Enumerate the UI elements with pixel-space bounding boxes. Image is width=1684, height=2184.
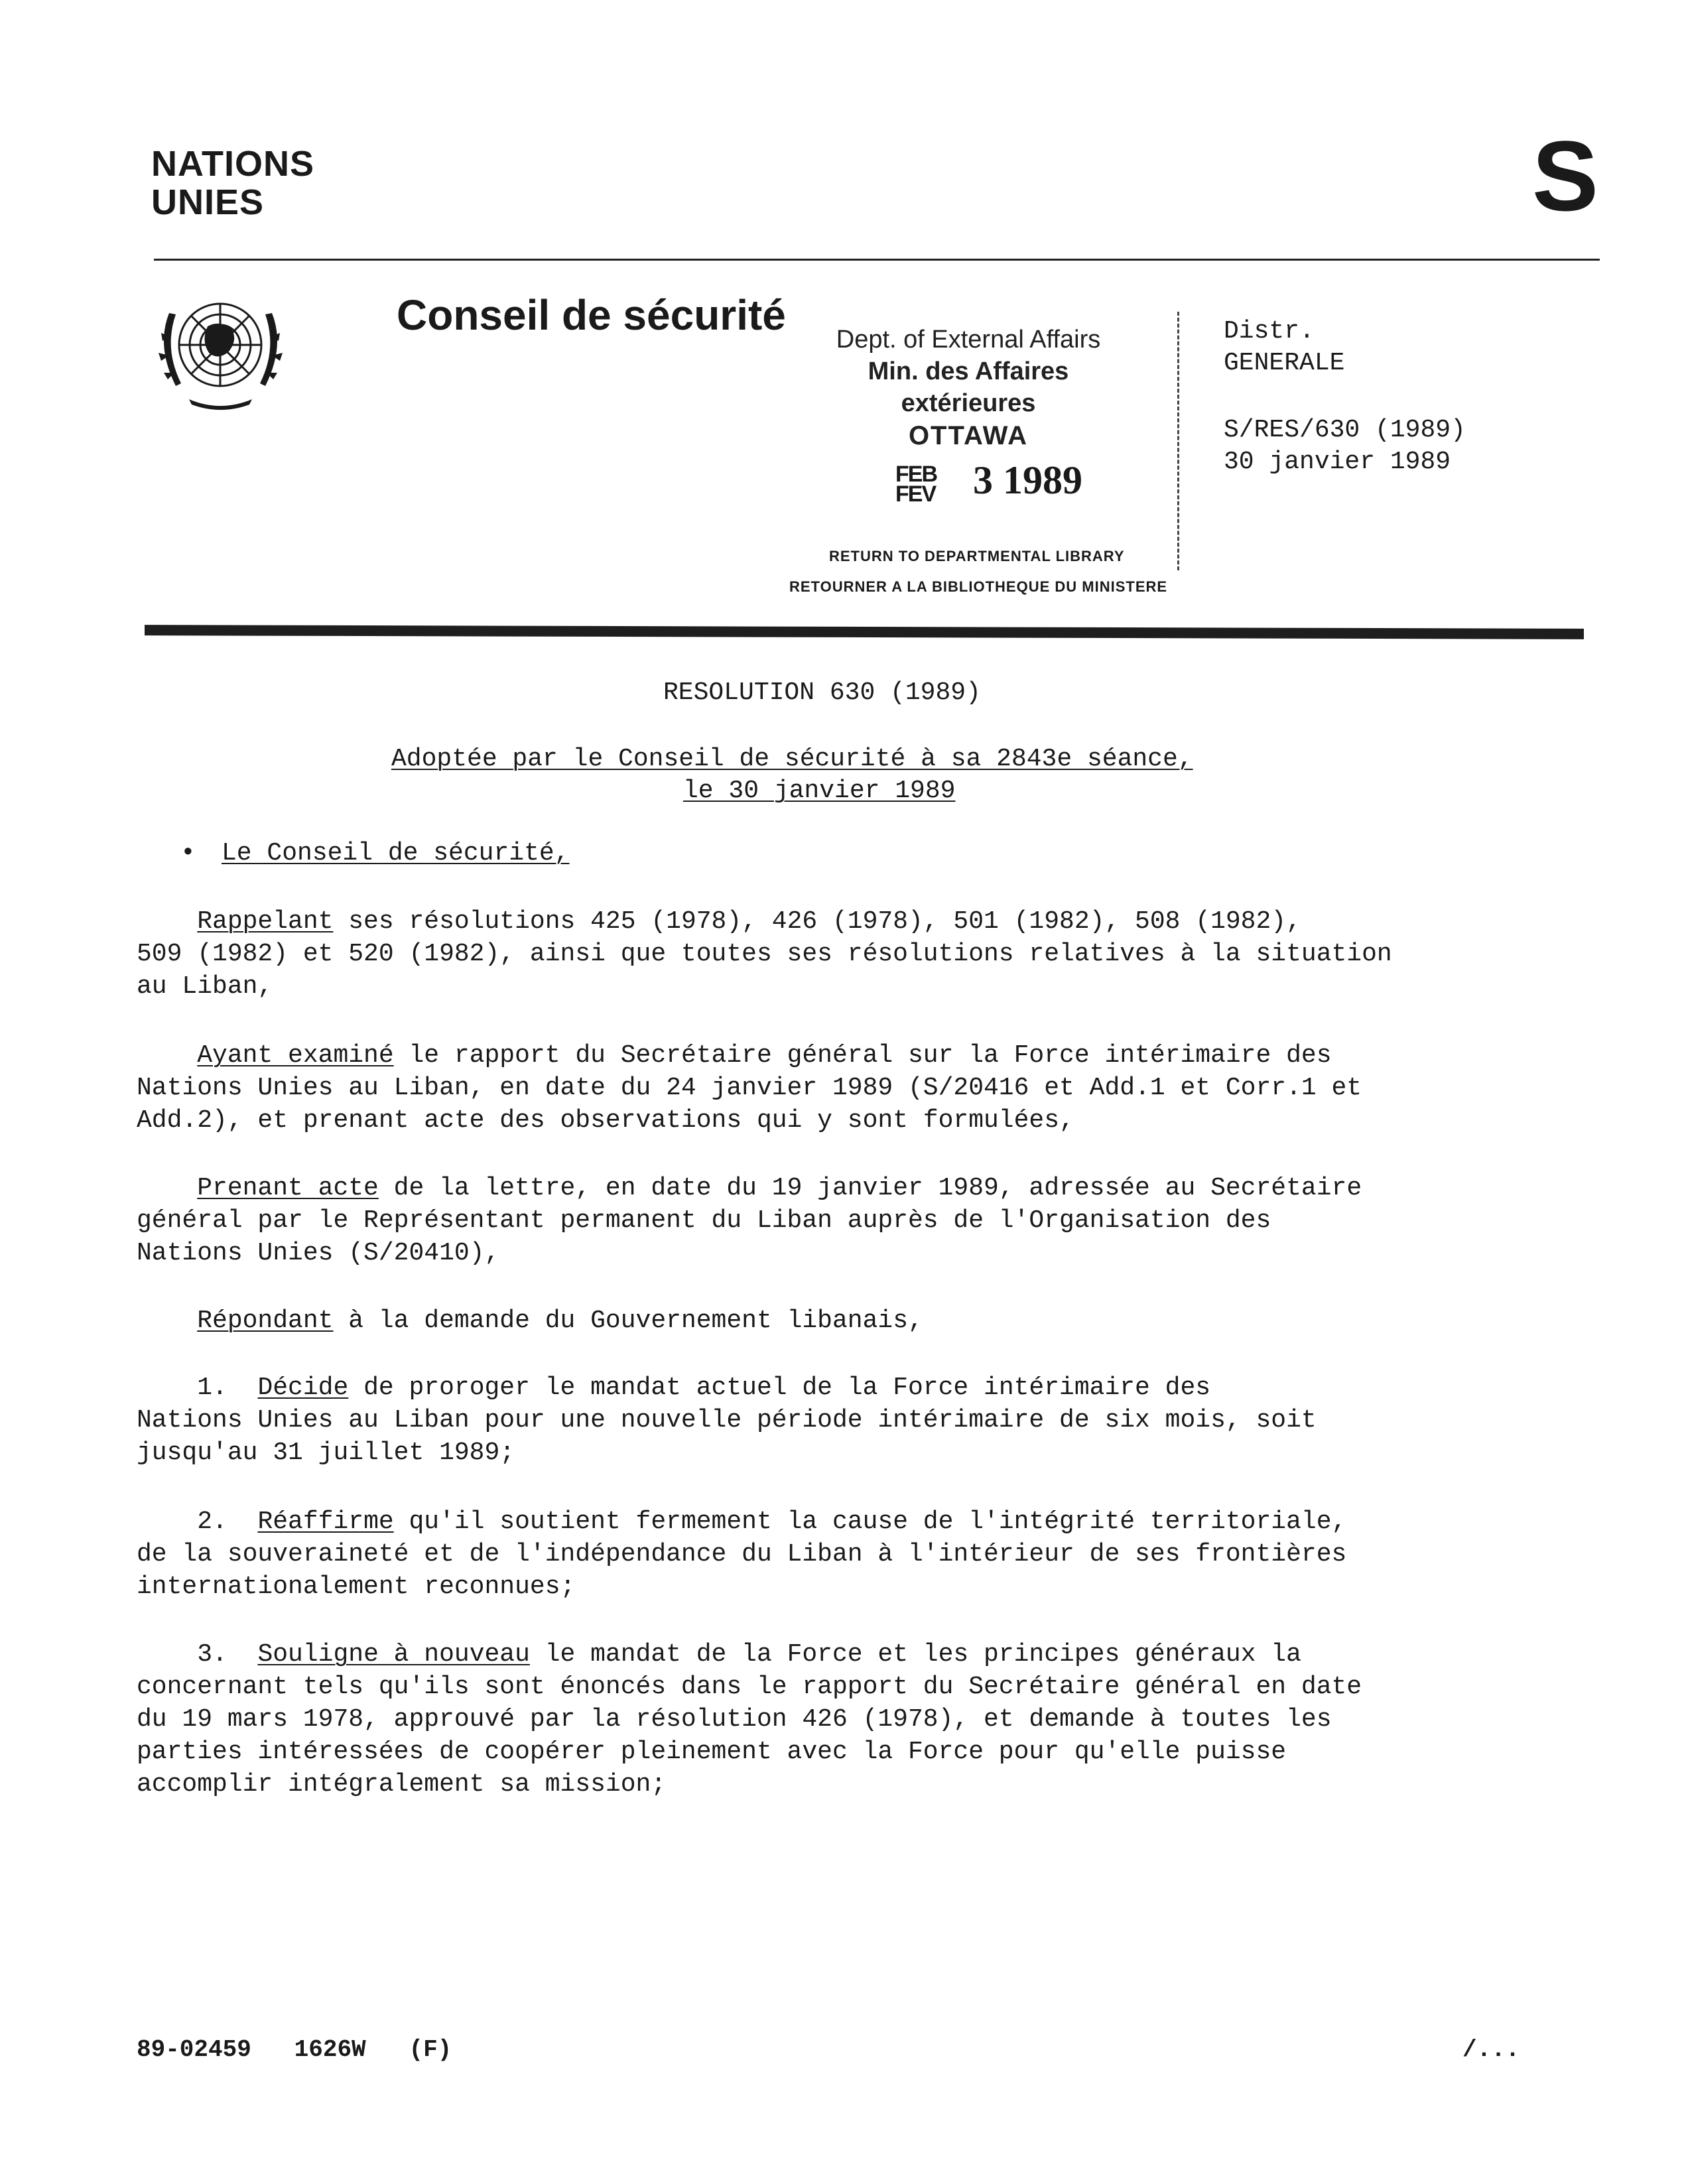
keyword-ayant-examine: Ayant examiné	[197, 1041, 394, 1070]
preamble-prenant-acte	[137, 1172, 1362, 1269]
keyword-reaffirme: Réaffirme	[257, 1508, 394, 1536]
paragraph-line: concernant tels qu'ils sont énoncés dans le rapport du Secrétaire général en date	[137, 1673, 1362, 1701]
paragraph-line: qu'il soutient fermement la cause de l'intégrité territoriale,	[393, 1508, 1347, 1536]
paragraph-line: du 19 mars 1978, approuvé par la résolution 426 (1978), et demande à toutes les	[137, 1705, 1332, 1734]
paragraph-line: Nations Unies au Liban, en date du 24 janvier 1989 (S/20416 et Add.1 et Corr.1 et	[137, 1074, 1362, 1102]
paragraph-line: Add.2), et prenant acte des observations qui y sont formulées,	[137, 1106, 1074, 1135]
operative-paragraph-2	[137, 1506, 1346, 1603]
keyword-prenant-acte: Prenant acte	[197, 1174, 379, 1202]
adoption-line-2: le 30 janvier 1989	[683, 777, 956, 805]
thick-divider	[145, 625, 1584, 639]
distribution-label: Distr.	[1224, 317, 1315, 346]
paragraph-line: Nations Unies au Liban pour une nouvelle période intérimaire de six mois, soit	[137, 1406, 1317, 1435]
distribution-value: GENERALE	[1224, 349, 1345, 377]
bullet-mark: •	[180, 839, 196, 867]
received-stamp	[803, 324, 1134, 452]
paragraph-line: au Liban,	[137, 972, 273, 1001]
operative-paragraph-3	[137, 1638, 1362, 1801]
stamp-city-line: OTTAWA	[908, 421, 1029, 450]
preamble-ayant-examine	[137, 1039, 1362, 1137]
footer-document-code: 89-02459 1626W (F)	[137, 2036, 452, 2063]
paragraph-line: jusqu'au 31 juillet 1989;	[137, 1439, 515, 1467]
stamp-dept-line: Dept. of External Affairs	[836, 326, 1101, 353]
org-line-2: UNIES	[151, 182, 265, 222]
paragraph-number: 1.	[197, 1374, 227, 1402]
un-emblem-icon	[149, 287, 292, 416]
preamble-rappelant	[137, 905, 1392, 1003]
resolution-title: RESOLUTION 630 (1989)	[663, 678, 981, 707]
document-symbol-block	[1224, 415, 1466, 478]
paragraph-line: à la demande du Gouvernement libanais,	[333, 1307, 923, 1335]
stamp-ministry-line: Min. des Affaires extérieures	[868, 357, 1069, 417]
footer-continued-mark: /...	[1462, 2036, 1520, 2063]
paragraph-line: le mandat de la Force et les principes généraux la	[529, 1640, 1301, 1669]
stamp-date	[895, 458, 1082, 507]
distribution-block	[1224, 316, 1344, 379]
adoption-line-1: Adoptée par le Conseil de sécurité à sa 2843e séance,	[391, 745, 1193, 773]
document-date: 30 janvier 1989	[1224, 448, 1451, 476]
organization-name	[151, 145, 314, 222]
paragraph-line: le rapport du Secrétaire général sur la Force intérimaire des	[393, 1041, 1332, 1070]
council-title: Conseil de sécurité	[397, 291, 786, 339]
council-intro: Le Conseil de sécurité,	[222, 839, 570, 867]
paragraph-line: accomplir intégralement sa mission;	[137, 1770, 667, 1799]
keyword-repondant: Répondant	[197, 1307, 334, 1335]
keyword-decide: Décide	[257, 1374, 349, 1402]
stamp-date-month: FEB FEV	[895, 462, 937, 507]
stamp-library-line-2: RETOURNER A LA BIBLIOTHEQUE DU MINISTERE	[789, 578, 1168, 595]
paragraph-line: 509 (1982) et 520 (1982), ainsi que toutes ses résolutions relatives à la situation	[137, 940, 1392, 968]
keyword-souligne: Souligne à nouveau	[257, 1640, 530, 1669]
stamp-date-day-year: 3 1989	[973, 458, 1082, 502]
stamp-library-line-1: RETURN TO DEPARTMENTAL LIBRARY	[829, 548, 1125, 564]
preamble-repondant	[137, 1305, 923, 1337]
paragraph-line: général par le Représentant permanent du Liban auprès de l'Organisation des	[137, 1206, 1271, 1235]
header-divider	[154, 259, 1600, 261]
paragraph-line: ses résolutions 425 (1978), 426 (1978), 501 (1982), 508 (1982),	[333, 907, 1301, 936]
paragraph-line: de la souveraineté et de l'indépendance du Liban à l'intérieur de ses frontières	[137, 1540, 1347, 1569]
keyword-rappelant: Rappelant	[197, 907, 334, 936]
paragraph-number: 3.	[197, 1640, 227, 1669]
paragraph-line: parties intéressées de coopérer pleinement avec la Force pour qu'elle puisse	[137, 1738, 1287, 1766]
org-line-1: NATIONS	[151, 144, 314, 184]
document-symbol: S/RES/630 (1989)	[1224, 416, 1466, 444]
operative-paragraph-1	[137, 1372, 1317, 1469]
paragraph-line: de la lettre, en date du 19 janvier 1989, adressée au Secrétaire	[378, 1174, 1362, 1202]
paragraph-line: internationalement reconnues;	[137, 1573, 576, 1601]
document-series-letter: S	[1532, 120, 1599, 231]
stamp-border	[1177, 312, 1182, 570]
paragraph-line: Nations Unies (S/20410),	[137, 1239, 500, 1267]
paragraph-number: 2.	[197, 1508, 227, 1536]
paragraph-line: de proroger le mandat actuel de la Force intérimaire des	[348, 1374, 1211, 1402]
